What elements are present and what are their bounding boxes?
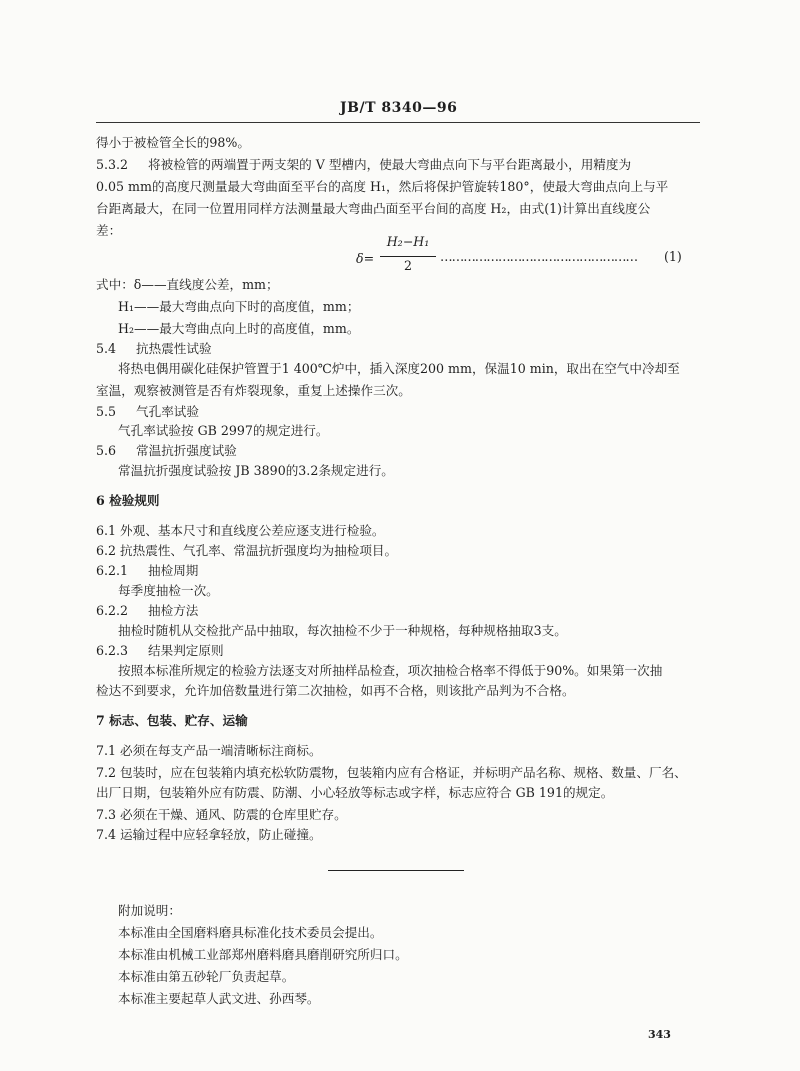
clause-number: 5.4: [96, 341, 117, 356]
body-line: 室温，观察被测管是否有炸裂现象，重复上述操作三次。: [96, 383, 411, 398]
clause-number: 5.3.2: [96, 157, 129, 172]
body-line: 将被检管的两端置于两支架的 V 型槽内，使最大弯曲点向下与平台距离最小，用精度为: [148, 157, 632, 172]
clause-heading-5-6: [96, 440, 237, 462]
section-heading-6: 6 检验规则: [96, 493, 160, 508]
clause-6-1: 6.1 外观、基本尺寸和直线度公差应逐支进行检验。: [96, 523, 385, 538]
page-number: 343: [648, 1028, 671, 1041]
where-line: H₁——最大弯曲点向下时的高度值，mm；: [118, 299, 360, 314]
clause-7-2: 7.2 包装时，应在包装箱内填充松软防震物，包装箱内应有合格证，并标明产品名称、规格、数量、厂名、: [96, 765, 687, 780]
body-line: 检达不到要求，允许加倍数量进行第二次抽检，如再不合格，则该批产品判为不合格。: [96, 683, 575, 698]
note-line: 本标准由第五砂轮厂负责起草。: [118, 969, 295, 984]
notes-title: 附加说明：: [118, 903, 181, 918]
clause-title: 常温抗折强度试验: [136, 443, 237, 458]
header-rule: [96, 122, 700, 123]
leader-dots: ……………………………………………: [440, 249, 638, 264]
body-line: 常温抗折强度试验按 JB 3890的3.2条规定进行。: [118, 463, 394, 478]
clause-number: 6.2.3: [96, 643, 129, 658]
clause-heading-6-2-3: [96, 640, 224, 662]
clause-title: 气孔率试验: [136, 404, 199, 419]
where-line: H₂——最大弯曲点向上时的高度值，mm。: [118, 321, 360, 336]
body-line: 差：: [96, 223, 122, 238]
clause-6-2: 6.2 抗热震性、气孔率、常温抗折强度均为抽检项目。: [96, 543, 398, 558]
where-line: 式中：δ——直线度公差，mm；: [96, 277, 279, 292]
body-line: 按照本标准所规定的检验方法逐支对所抽样品检查，项次抽检合格率不得低于90%。如果第一次抽: [118, 663, 663, 678]
body-line: 得小于被检管全长的98%。: [96, 135, 250, 150]
body-line: 出厂日期，包装箱外应有防震、防潮、小心轻放等标志或字样，标志应符合 GB 191的规定。: [96, 785, 614, 800]
body-line: 0.05 mm的高度尺测量最大弯曲面至平台的高度 H₁，然后将保护管旋转180°，使最大弯曲点向上与平: [96, 179, 669, 194]
clause-heading-6-2-2: [96, 600, 198, 622]
clause-title: 抽检方法: [148, 603, 199, 618]
clause-7-1: 7.1 必须在每支产品一端清晰标注商标。: [96, 743, 322, 758]
clause-heading-5-4: [96, 338, 212, 360]
body-line: 每季度抽检一次。: [118, 583, 219, 598]
clause-title: 抽检周期: [148, 563, 199, 578]
body-line: 将热电偶用碳化硅保护管置于1 400℃炉中，插入深度200 mm，保温10 min，取出在空气中冷却至: [118, 361, 680, 376]
end-rule: [328, 870, 464, 871]
formula-lhs: δ=: [356, 251, 375, 266]
clause-title: 抗热震性试验: [136, 341, 212, 356]
body-line: 气孔率试验按 GB 2997的规定进行。: [118, 423, 329, 438]
formula-denominator: 2: [403, 258, 412, 273]
clause-number: 6.2.2: [96, 603, 129, 618]
fraction-bar: [380, 256, 436, 257]
clause-title: 结果判定原则: [148, 643, 224, 658]
clause-number: 6.2.1: [96, 563, 129, 578]
clause-5-3-2: [96, 154, 631, 176]
clause-heading-6-2-1: [96, 560, 198, 582]
clause-7-3: 7.3 必须在干燥、通风、防震的仓库里贮存。: [96, 807, 347, 822]
note-line: 本标准由机械工业部郑州磨料磨具磨削研究所归口。: [118, 947, 408, 962]
note-line: 本标准主要起草人武文进、孙西琴。: [118, 991, 320, 1006]
section-heading-7: 7 标志、包装、贮存、运输: [96, 713, 248, 728]
body-line: 抽检时随机从交检批产品中抽取，每次抽检不少于一种规格，每种规格抽取3支。: [118, 623, 567, 638]
document-code: JB/T 8340—96: [340, 100, 458, 116]
clause-number: 5.6: [96, 443, 117, 458]
note-line: 本标准由全国磨料磨具标准化技术委员会提出。: [118, 925, 383, 940]
formula-numerator: H₂−H₁: [386, 234, 430, 249]
equation-number: (1): [664, 249, 682, 264]
clause-7-4: 7.4 运输过程中应轻拿轻放，防止碰撞。: [96, 827, 322, 842]
body-line: 台距离最大，在同一位置用同样方法测量最大弯曲凸面至平台间的高度 H₂，由式(1)计算出直线度公: [96, 201, 651, 216]
clause-number: 5.5: [96, 404, 117, 419]
